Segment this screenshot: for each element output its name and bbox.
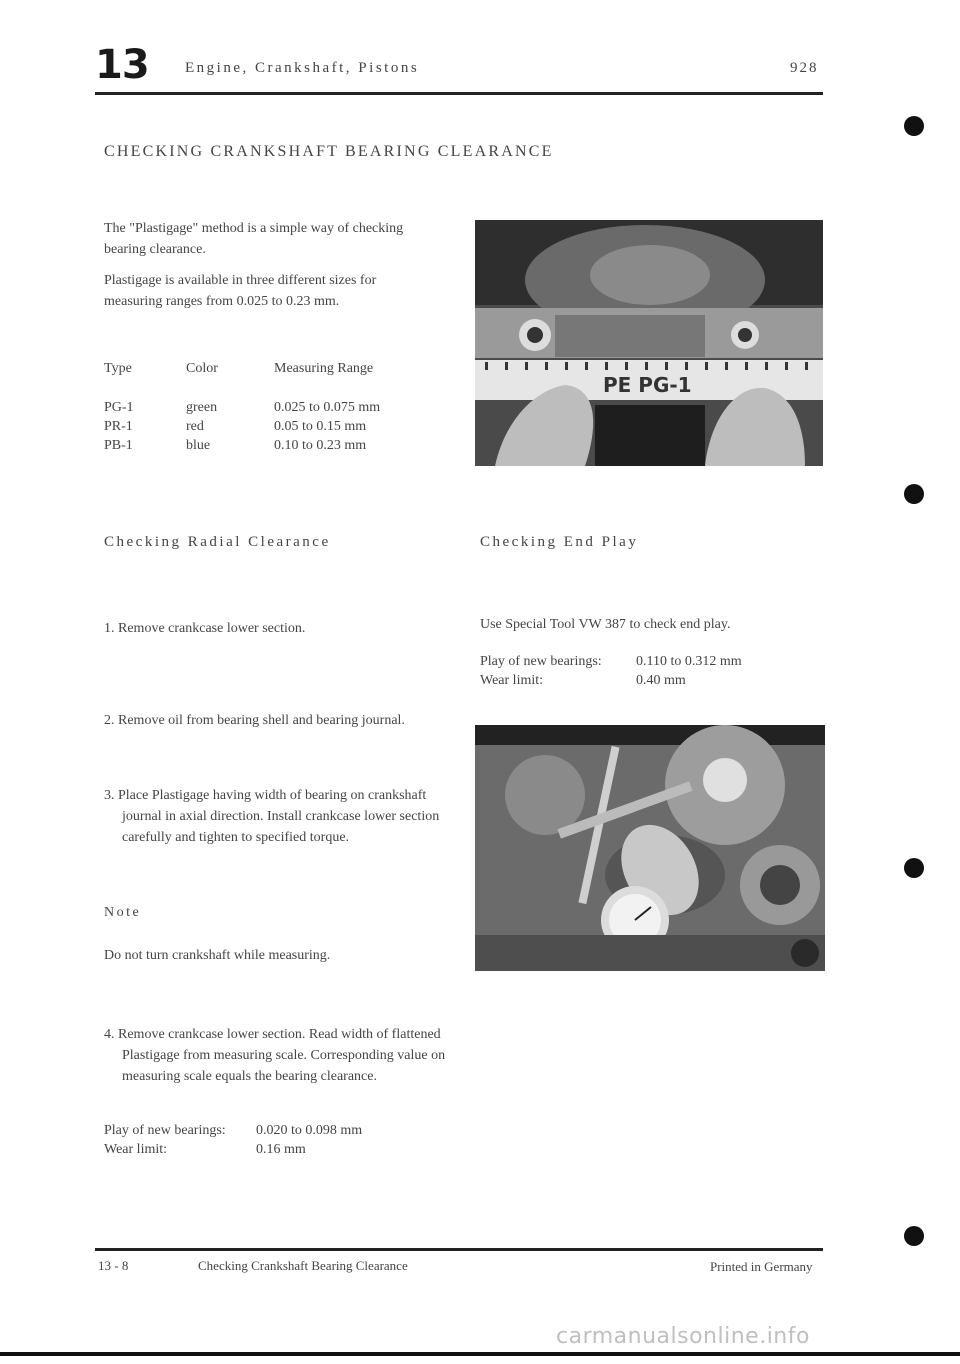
spec-label: Wear limit: (480, 673, 544, 688)
step-text: 1. Remove crankcase lower section. (104, 621, 306, 636)
section-title: Engine, Crankshaft, Pistons (185, 60, 420, 76)
binder-hole (904, 1226, 924, 1246)
step-text: 3. Place Plastigage having width of bearing on crankshaft journal in axial direction. Install crankcase lower section carefully and tighten to specified torque. (104, 788, 440, 845)
table-row (104, 437, 380, 456)
endplay-text: Use Special Tool VW 387 to check end play. (480, 617, 731, 632)
table-cell: 0.025 to 0.075 mm (274, 400, 381, 415)
table-header-cell: Measuring Range (274, 361, 374, 376)
note-text: Do not turn crankshaft while measuring. (104, 948, 331, 963)
radial-heading: Checking Radial Clearance (104, 534, 331, 550)
table-cell: 0.10 to 0.23 mm (274, 438, 367, 453)
intro-paragraph-2: Plastigage is available in three different sizes for measuring ranges from 0.025 to 0.23 mm. (104, 273, 377, 309)
section-number: 13 (95, 42, 149, 88)
bottom-scan-edge (0, 1352, 960, 1356)
spec-value: 0.16 mm (256, 1142, 306, 1157)
table-row (104, 1141, 362, 1160)
radial-step-2 (104, 710, 449, 731)
dial-indicator-photo-art (475, 725, 825, 971)
table-cell: 0.05 to 0.15 mm (274, 419, 367, 434)
binder-hole (904, 116, 924, 136)
binder-hole (904, 858, 924, 878)
table-cell: PB-1 (104, 438, 133, 453)
page-number: 13 - 8 (98, 1258, 129, 1273)
footer-section-title: Checking Crankshaft Bearing Clearance (198, 1258, 408, 1273)
binder-hole (904, 484, 924, 504)
radial-spec-table (104, 1122, 362, 1160)
step-text: 4. Remove crankcase lower section. Read width of flattened Plastigage from measuring scale. Corresponding value on measuring scale equals the bearing clearance. (104, 1027, 446, 1084)
spec-value: 0.110 to 0.312 mm (636, 654, 742, 669)
step-text: 2. Remove oil from bearing shell and bearing journal. (104, 713, 405, 728)
spec-label: Play of new bearings: (104, 1123, 226, 1138)
plastigage-table (104, 360, 380, 456)
table-row (480, 653, 742, 672)
table-header-cell: Type (104, 361, 132, 376)
intro-paragraph-1: The "Plastigage" method is a simple way of checking bearing clearance. (104, 221, 404, 257)
watermark: carmanualsonline.info (556, 1324, 810, 1349)
plastigage-photo-art (475, 220, 823, 466)
table-row (104, 399, 380, 418)
table-header-cell: Color (186, 361, 218, 376)
table-row (480, 672, 742, 691)
radial-step-4 (104, 1024, 449, 1087)
printed-in: Printed in Germany (710, 1259, 813, 1274)
spec-value: 0.40 mm (636, 673, 686, 688)
spec-label: Wear limit: (104, 1142, 168, 1157)
dial-indicator-photo (475, 725, 825, 971)
header-rule (95, 92, 823, 95)
endplay-heading: Checking End Play (480, 534, 639, 550)
plastigage-photo (475, 220, 823, 466)
spec-value: 0.020 to 0.098 mm (256, 1123, 363, 1138)
table-header-row (104, 360, 380, 399)
endplay-spec-table (480, 653, 742, 691)
table-row (104, 1122, 362, 1141)
table-cell: green (186, 400, 218, 415)
plastigage-label-text: PE PG-1 (603, 373, 692, 397)
table-cell: blue (186, 438, 211, 453)
note-heading: Note (104, 905, 142, 920)
model-number: 928 (790, 60, 819, 76)
page-heading: CHECKING CRANKSHAFT BEARING CLEARANCE (104, 143, 554, 160)
spec-label: Play of new bearings: (480, 654, 602, 669)
radial-step-1 (104, 618, 449, 639)
table-row (104, 418, 380, 437)
footer-rule (95, 1248, 823, 1251)
radial-step-3 (104, 785, 449, 848)
table-cell: PR-1 (104, 419, 133, 434)
table-cell: red (186, 419, 204, 434)
table-cell: PG-1 (104, 400, 134, 415)
